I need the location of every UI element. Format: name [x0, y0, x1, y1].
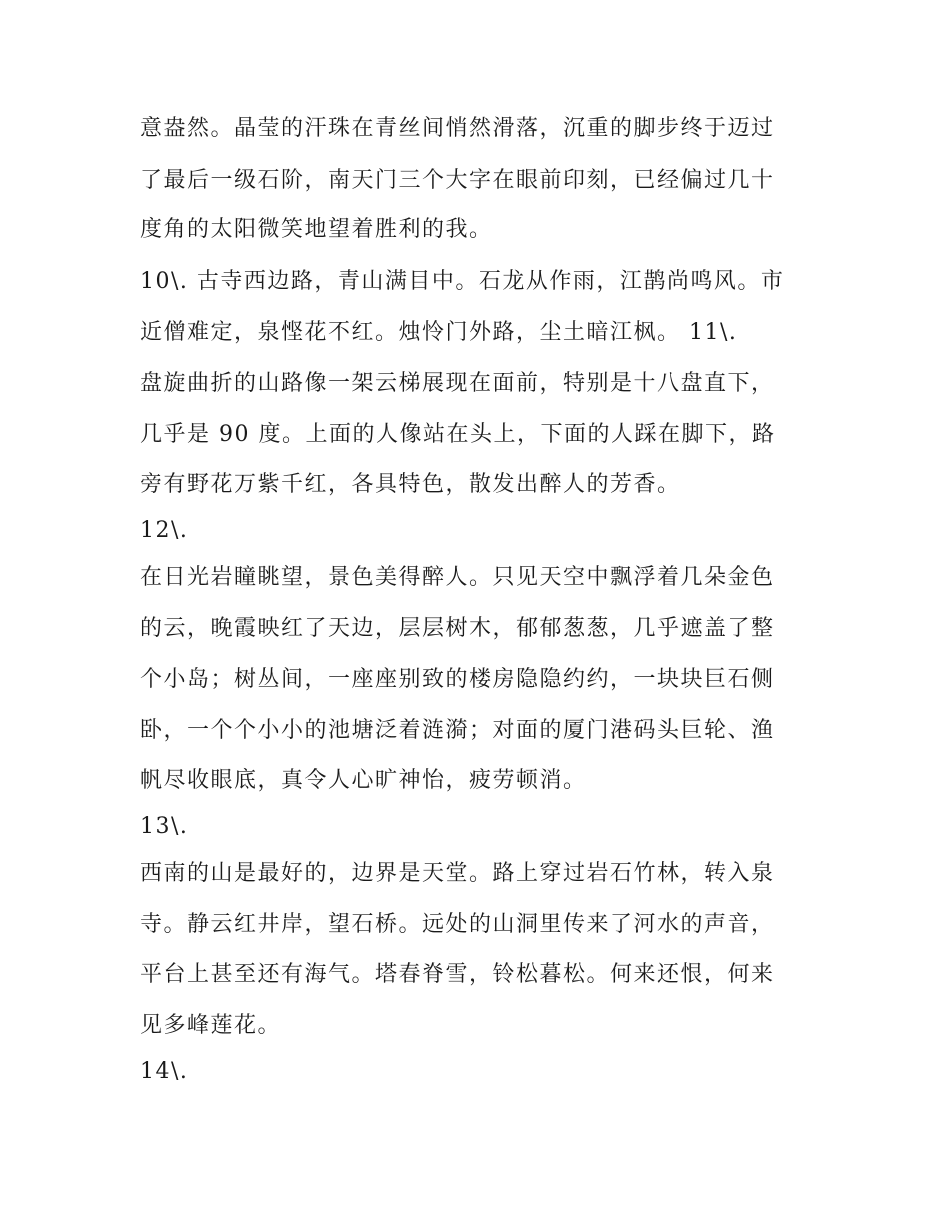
- text-line: 10\. 古寺西边路，青山满目中。石龙从作雨，江鹊尚鸣风。市: [140, 269, 785, 294]
- text-line: 13\.: [140, 814, 189, 839]
- text-line: 了最后一级石阶，南天门三个大字在眼前印刻，已经偏过几十: [140, 168, 775, 193]
- text-line: 见多峰莲花。: [140, 1013, 282, 1038]
- text-line: 西南的山是最好的，边界是天堂。路上穿过岩石竹林，转入泉: [140, 861, 775, 886]
- text-line: 度角的太阳微笑地望着胜利的我。: [140, 217, 493, 242]
- text-line: 近僧难定，泉悭花不红。烛怜门外路，尘土暗江枫。 11\.: [140, 320, 738, 345]
- text-line: 在日光岩瞳眺望，景色美得醉人。只见天空中飘浮着几朵金色: [140, 565, 775, 590]
- text-line: 卧，一个个小小的池塘泛着涟漪；对面的厦门港码头巨轮、渔: [140, 718, 775, 743]
- text-line: 寺。静云红井岸，望石桥。远处的山洞里传来了河水的声音，: [140, 912, 775, 937]
- text-line: 个小岛；树丛间，一座座别致的楼房隐隐约约，一块块巨石侧: [140, 667, 775, 692]
- text-line: 的云，晚霞映红了天边，层层树木，郁郁葱葱，几乎遮盖了整: [140, 616, 775, 641]
- text-line: 帆尽收眼底，真令人心旷神怡，疲劳顿消。: [140, 768, 587, 793]
- text-line: 12\.: [140, 518, 189, 543]
- text-line: 意盎然。晶莹的汗珠在青丝间悄然滑落，沉重的脚步终于迈过: [140, 116, 775, 141]
- text-line: 平台上甚至还有海气。塔春脊雪，铃松暮松。何来还恨，何来: [140, 962, 775, 987]
- text-line: 几乎是 90 度。上面的人像站在头上，下面的人踩在脚下，路: [140, 422, 776, 447]
- text-line: 盘旋曲折的山路像一架云梯展现在面前，特别是十八盘直下，: [140, 371, 775, 396]
- text-line: 旁有野花万紫千红，各具特色，散发出醉人的芳香。: [140, 472, 681, 497]
- text-line: 14\.: [140, 1059, 189, 1084]
